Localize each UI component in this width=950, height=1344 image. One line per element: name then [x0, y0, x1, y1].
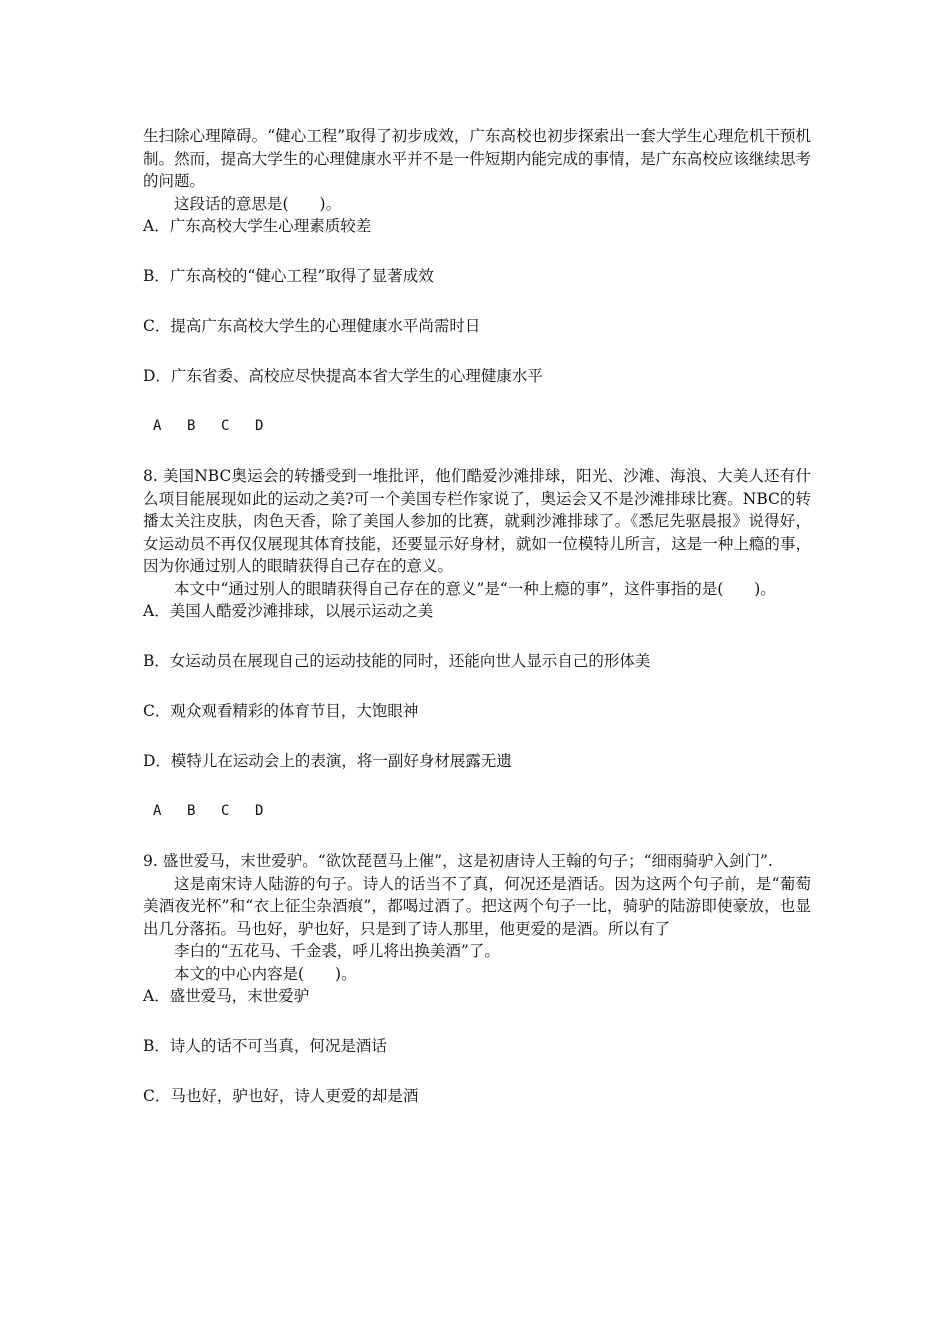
- q7-answer-b[interactable]: B: [187, 418, 196, 434]
- q9-option-b[interactable]: B．诗人的话不可当真，何况是酒话: [143, 1037, 387, 1055]
- q8-passage: 8. 美国NBC奥运会的转播受到一堆批评，他们酷爱沙滩排球，阳光、沙滩、海浪、大美人还有什么项目能展现如此的运动之美?可一个美国专栏作家说了，奥运会又不是沙滩排球比赛。NBC的转播太关注皮肤，肉色天香，除了美国人参加的比赛，就剩沙滩排球了。《悉尼先驱晨报》说得好，女运动员不再仅仅展现其体育技能，还要显示好身材，就如一位模特儿所言，这是一种上瘾的事，因为你通过别人的眼睛获得自己存在的意义。: [143, 467, 811, 575]
- q8-answer-a[interactable]: A: [153, 803, 162, 819]
- q9-line-1: 9. 盛世爱马，末世爱驴。“欲饮琵琶马上催”，这是初唐诗人王翰的句子；“细雨骑驴入剑门”.: [143, 852, 773, 870]
- q7-passage: 生扫除心理障碍。“健心工程”取得了初步成效，广东高校也初步探索出一套大学生心理危机干预机制。然而，提高大学生的心理健康水平并不是一件短期内能完成的事情，是广东高校应该继续思考的问题。: [143, 127, 811, 190]
- q9-option-c[interactable]: C．马也好，驴也好，诗人更爱的却是酒: [143, 1087, 419, 1105]
- document-page: [143, 125, 811, 1135]
- q7-answer-c[interactable]: C: [221, 418, 230, 434]
- q9-line-3: 李白的“五花马、千金裘，呼儿将出换美酒”了。: [174, 942, 500, 960]
- q7-answer-choices: [143, 415, 811, 438]
- q8-question: 本文中“通过别人的眼睛获得自己存在的意义”是“一种上瘾的事”，这件事指的是( )。: [174, 579, 776, 598]
- question-8: [143, 465, 811, 823]
- q8-option-a[interactable]: A．美国人酷爱沙滩排球，以展示运动之美: [143, 602, 434, 620]
- question-7: [143, 125, 811, 438]
- q7-option-d[interactable]: D．广东省委、高校应尽快提高本省大学生的心理健康水平: [143, 367, 543, 385]
- q7-option-a[interactable]: A．广东高校大学生心理素质较差: [143, 217, 372, 235]
- q7-answer-d[interactable]: D: [255, 418, 264, 434]
- q8-answer-c[interactable]: C: [221, 803, 230, 819]
- q7-answer-a[interactable]: A: [153, 418, 162, 434]
- q7-option-b[interactable]: B．广东高校的“健心工程”取得了显著成效: [143, 267, 434, 285]
- q8-option-d[interactable]: D．模特儿在运动会上的表演，将一副好身材展露无遗: [143, 752, 512, 770]
- q8-answer-choices: [143, 800, 811, 823]
- q9-option-a[interactable]: A．盛世爱马，末世爱驴: [143, 987, 310, 1005]
- q8-option-b[interactable]: B．女运动员在展现自己的运动技能的同时，还能向世人显示自己的形体美: [143, 652, 651, 670]
- q7-question: 这段话的意思是( )。: [174, 194, 342, 213]
- q8-answer-b[interactable]: B: [187, 803, 196, 819]
- q7-option-c[interactable]: C．提高广东高校大学生的心理健康水平尚需时日: [143, 317, 481, 335]
- q8-option-c[interactable]: C．观众观看精彩的体育节目，大饱眼神: [143, 702, 419, 720]
- q8-answer-d[interactable]: D: [255, 803, 264, 819]
- q9-line-2: 这是南宋诗人陆游的句子。诗人的话当不了真，何况还是酒话。因为这两个句子前，是“葡萄美酒夜光杯”和“衣上征尘杂酒痕”，都喝过酒了。把这两个句子一比，骑驴的陆游即使豪放，也显出几分落拓。马也好，驴也好，只是到了诗人那里，他更爱的是酒。所以有了: [143, 874, 811, 938]
- q9-question: 本文的中心内容是( )。: [174, 964, 357, 983]
- question-9: [143, 850, 811, 1108]
